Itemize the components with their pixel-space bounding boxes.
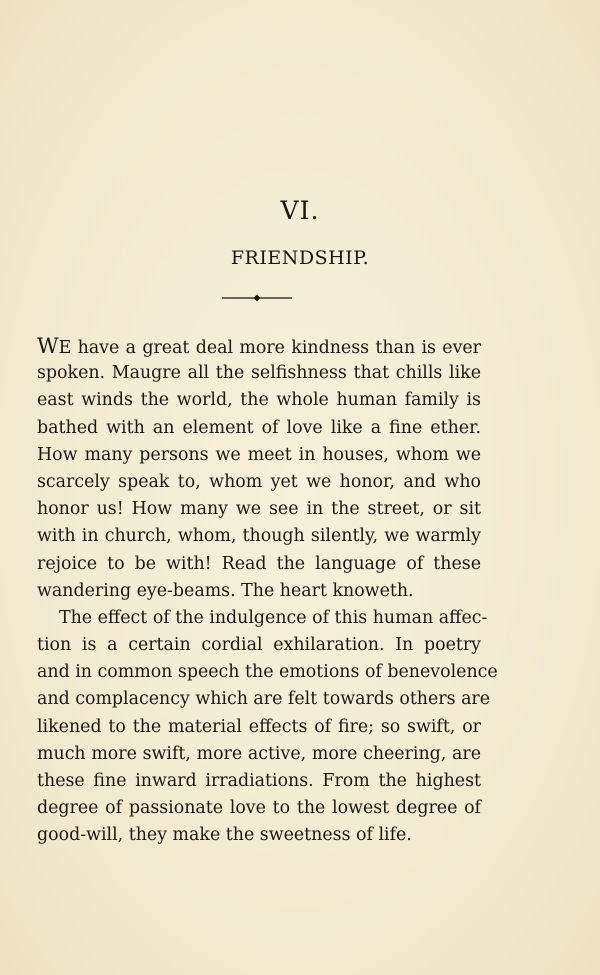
text-line: east winds the world, the whole human family is xyxy=(37,390,481,411)
text-line: these fine inward irradiations. From the highest xyxy=(37,771,481,791)
body-text xyxy=(37,333,498,850)
text-line: bathed with an element of love like a fine ether. xyxy=(37,417,481,438)
drop-cap: W xyxy=(37,334,59,358)
text-line: degree of passionate love to the lowest degree of xyxy=(37,798,481,819)
chapter-number: VI. xyxy=(280,196,320,225)
text-line: wandering eye-beams. The heart knoweth. xyxy=(37,580,414,601)
ornament-divider-icon xyxy=(222,292,292,304)
small-cap: E xyxy=(58,338,72,358)
text-line: How many persons we meet in houses, whom we xyxy=(37,444,481,465)
text-line: spoken. Maugre all the selfishness that chills like xyxy=(37,363,481,384)
text-line: much more swift, more active, more cheering, are xyxy=(37,743,481,764)
text-line xyxy=(37,333,481,360)
text-line: good-will, they make the sweetness of life. xyxy=(37,825,412,846)
text-line: likened to the material effects of fire; so swift, or xyxy=(37,716,481,737)
text-line: with in church, whom, though silently, we warmly xyxy=(37,526,481,547)
text-line: and complacency which are felt towards others are xyxy=(37,689,491,710)
line-text: have a great deal more kindness than is ever xyxy=(71,338,481,358)
chapter-title: FRIENDSHIP. xyxy=(230,247,370,269)
text-line: The effect of the indulgence of this human affec- xyxy=(59,607,488,628)
text-line: tion is a certain cordial exhilaration. In poetry xyxy=(37,635,481,656)
text-line: rejoice to be with! Read the language of these xyxy=(37,553,481,574)
text-line: scarcely speak to, whom yet we honor, and who xyxy=(37,471,481,492)
text-line: and in common speech the emotions of benevolence xyxy=(37,662,498,683)
text-line: honor us! How many we see in the street, or sit xyxy=(37,499,481,520)
